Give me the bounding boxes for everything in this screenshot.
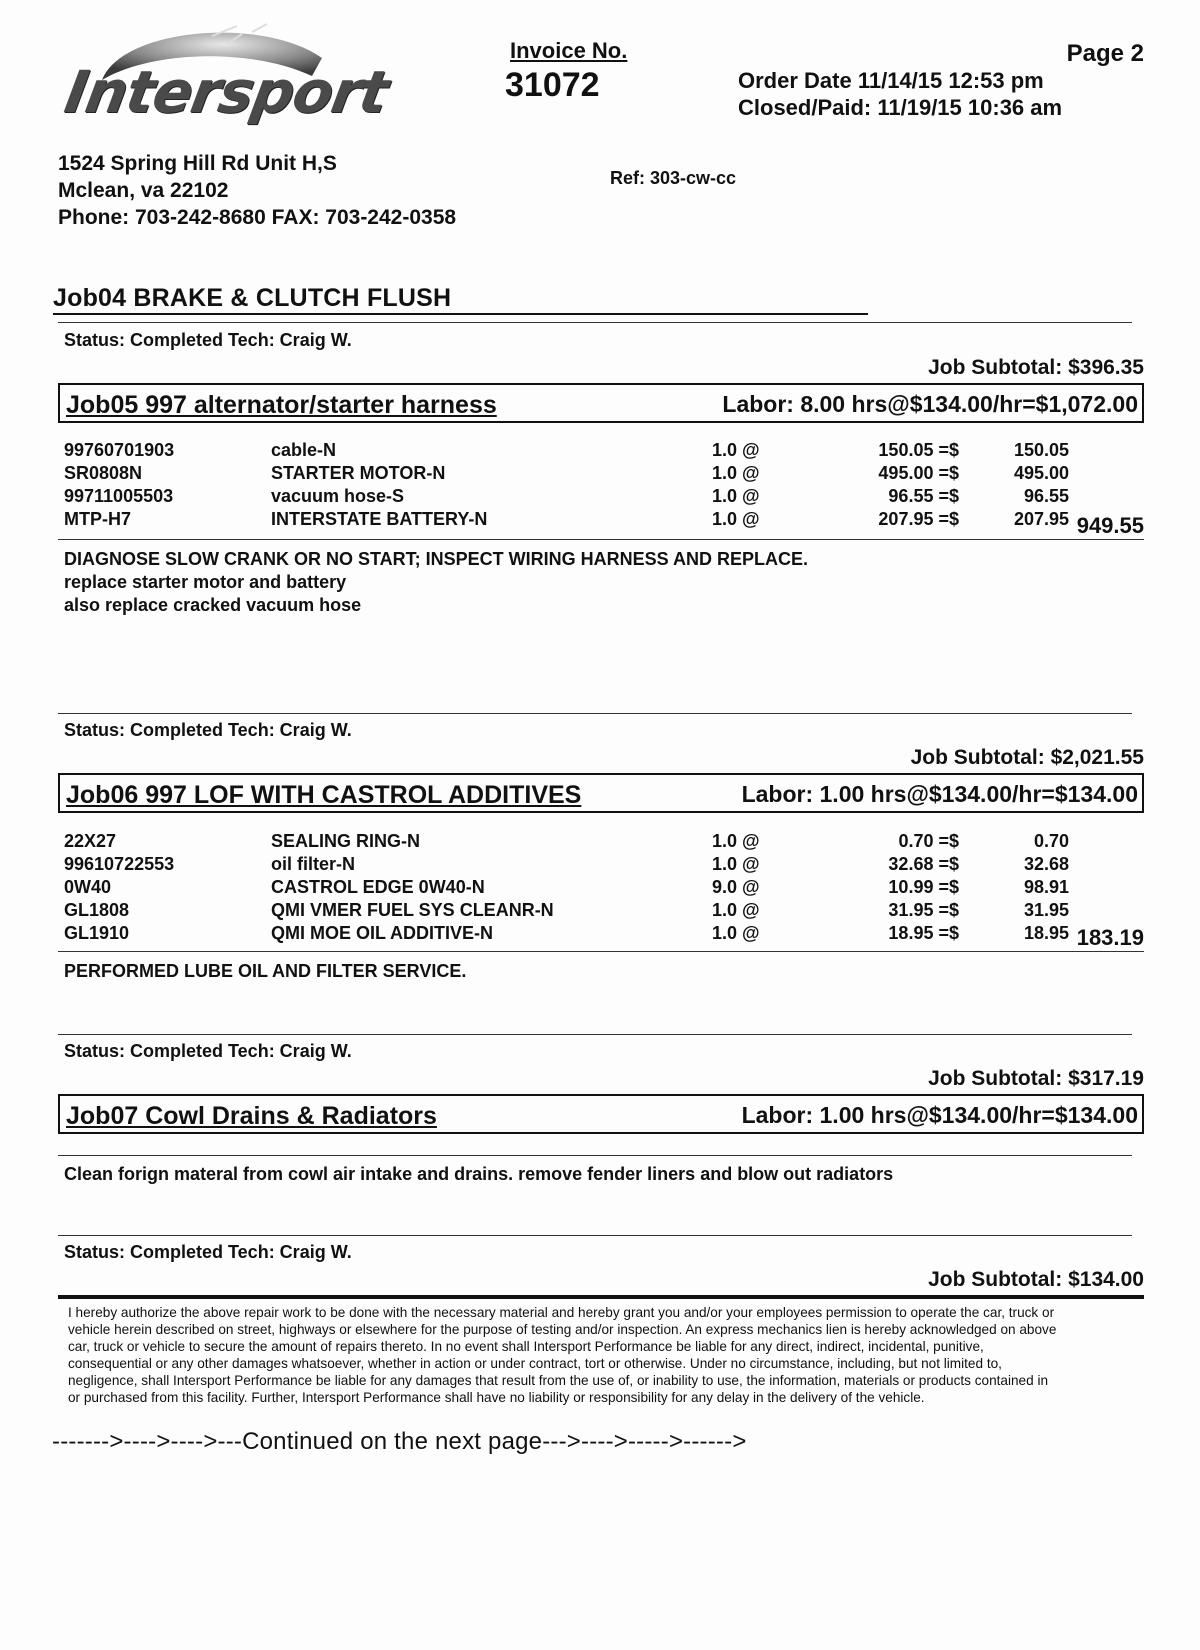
job07-note: Clean forign materal from cowl air intake and drains. remove fender liners and blow out radiators — [64, 1164, 894, 1184]
part-number: SR0808N — [64, 463, 143, 483]
part-price: 32.68 =$ — [888, 854, 959, 874]
job05-title: Job05 997 alternator/starter harness — [66, 391, 497, 419]
part-description: STARTER MOTOR-N — [271, 463, 446, 483]
part-price: 495.00 =$ — [878, 463, 959, 483]
part-row — [64, 877, 1144, 900]
part-row — [64, 509, 1144, 532]
part-price: 207.95 =$ — [878, 509, 959, 529]
divider — [58, 1034, 1132, 1035]
part-description: oil filter-N — [271, 854, 355, 874]
part-description: QMI VMER FUEL SYS CLEANR-N — [271, 900, 554, 920]
part-number: 99711005503 — [64, 486, 174, 506]
part-qty: 1.0 @ — [712, 900, 760, 920]
authorization-disclaimer: I hereby authorize the above repair work to be done with the necessary material and hereby grant you and/or your employees permission to operate the car, truck or vehicle herein described on street, highways or elsewhere for the purpose of testing and/or inspection. An express mechanics lien is hereby acknowledged on above car, truck or vehicle to secure the amount of repairs thereto. In no event shall Intersport Performance be liable for any direct, indirect, incidental, punitive, consequential or any other damages whatsoever, whether in action or under contract, tort or otherwise. Under no circumstance, including, but not limited to, negligence, shall Intersport Performance be liable for any damages that result from the use of, or inability to use, the information, materials or products contained in or purchased from this facility. Further, Intersport Performance shall have no liability or responsibility for any delay in the delivery of the vehicle. — [68, 1305, 1057, 1405]
divider — [58, 951, 1144, 952]
job05-status: Status: Completed Tech: Craig W. — [64, 720, 352, 740]
divider — [58, 539, 1144, 540]
job05-note: replace starter motor and battery — [64, 572, 347, 592]
job05-parts-total: 949.55 — [1076, 513, 1144, 538]
logo-wordmark: Intersport — [60, 58, 393, 126]
part-row — [64, 854, 1144, 877]
footer-divider — [58, 1295, 1144, 1299]
job06-parts-total: 183.19 — [1076, 925, 1144, 950]
part-row — [64, 923, 1144, 946]
part-description: INTERSTATE BATTERY-N — [271, 509, 488, 529]
part-price: 150.05 =$ — [878, 440, 959, 460]
job05-note: also replace cracked vacuum hose — [64, 595, 362, 615]
job04-title: Job04 BRAKE & CLUTCH FLUSH — [53, 284, 452, 312]
job07-header — [58, 1094, 1144, 1134]
part-price: 18.95 =$ — [888, 923, 959, 943]
part-row — [64, 831, 1144, 854]
job06-title: Job06 997 LOF WITH CASTROL ADDITIVES — [66, 781, 582, 809]
job05-note: DIAGNOSE SLOW CRANK OR NO START; INSPECT WIRING HARNESS AND REPLACE. — [64, 549, 809, 569]
part-number: 0W40 — [64, 877, 112, 897]
job04-subtotal: Job Subtotal: $396.35 — [928, 356, 1144, 379]
job05-header — [58, 383, 1144, 423]
continued-notice: ------->---->---->---Continued on the next page--->---->----->------> — [52, 1428, 747, 1455]
job06-note: PERFORMED LUBE OIL AND FILTER SERVICE. — [64, 961, 467, 981]
job06-subtotal: Job Subtotal: $317.19 — [928, 1067, 1144, 1090]
address-line-2: Mclean, va 22102 — [58, 179, 229, 202]
job06-parts-list — [64, 831, 1144, 946]
job05-parts-list — [64, 440, 1144, 532]
job07-title: Job07 Cowl Drains & Radiators — [66, 1102, 437, 1130]
reference: Ref: 303-cw-cc — [610, 168, 737, 188]
part-qty: 1.0 @ — [712, 509, 760, 529]
part-extended: 495.00 — [1013, 463, 1069, 483]
job05-labor: Labor: 8.00 hrs@$134.00/hr=$1,072.00 — [722, 391, 1138, 417]
invoice-label: Invoice No. — [510, 38, 628, 63]
part-extended: 18.95 — [1023, 923, 1069, 943]
job05-subtotal: Job Subtotal: $2,021.55 — [910, 746, 1144, 769]
part-number: 22X27 — [64, 831, 117, 851]
phone-fax: Phone: 703-242-8680 FAX: 703-242-0358 — [58, 206, 457, 229]
part-number: GL1808 — [64, 900, 130, 920]
part-number: GL1910 — [64, 923, 130, 943]
part-description: cable-N — [271, 440, 337, 460]
divider — [58, 1235, 1132, 1236]
job06-labor: Labor: 1.00 hrs@$134.00/hr=$134.00 — [741, 781, 1138, 807]
part-row — [64, 486, 1144, 509]
intersport-logo — [60, 18, 393, 126]
part-extended: 98.91 — [1023, 877, 1069, 897]
part-extended: 31.95 — [1023, 900, 1069, 920]
job07-labor: Labor: 1.00 hrs@$134.00/hr=$134.00 — [741, 1102, 1138, 1128]
divider — [58, 322, 1132, 323]
job07-subtotal: Job Subtotal: $134.00 — [928, 1268, 1144, 1291]
job07-status: Status: Completed Tech: Craig W. — [64, 1242, 352, 1262]
address-line-1: 1524 Spring Hill Rd Unit H,S — [58, 152, 337, 175]
invoice-number: 31072 — [505, 66, 600, 104]
part-extended: 207.95 — [1013, 509, 1069, 529]
part-price: 10.99 =$ — [888, 877, 959, 897]
part-row — [64, 440, 1144, 463]
divider — [58, 1155, 1132, 1156]
part-number: 99610722553 — [64, 854, 175, 874]
part-row — [64, 900, 1144, 923]
part-qty: 1.0 @ — [712, 923, 760, 943]
part-qty: 1.0 @ — [712, 440, 760, 460]
part-qty: 1.0 @ — [712, 831, 760, 851]
part-price: 31.95 =$ — [888, 900, 959, 920]
closed-paid-date: Closed/Paid: 11/19/15 10:36 am — [738, 95, 1063, 120]
part-extended: 96.55 — [1023, 486, 1069, 506]
part-description: SEALING RING-N — [271, 831, 421, 851]
part-qty: 9.0 @ — [712, 877, 760, 897]
part-description: QMI MOE OIL ADDITIVE-N — [271, 923, 494, 943]
part-extended: 32.68 — [1023, 854, 1069, 874]
part-extended: 0.70 — [1033, 831, 1069, 851]
part-row — [64, 463, 1144, 486]
part-description: vacuum hose-S — [271, 486, 405, 506]
part-price: 96.55 =$ — [888, 486, 959, 506]
part-price: 0.70 =$ — [898, 831, 959, 851]
job04-title-underline — [53, 313, 868, 315]
part-extended: 150.05 — [1013, 440, 1069, 460]
part-number: 99760701903 — [64, 440, 175, 460]
job06-header — [58, 773, 1144, 813]
part-description: CASTROL EDGE 0W40-N — [271, 877, 485, 897]
job04-status: Status: Completed Tech: Craig W. — [64, 330, 352, 350]
job06-status: Status: Completed Tech: Craig W. — [64, 1041, 352, 1061]
part-qty: 1.0 @ — [712, 854, 760, 874]
divider — [58, 713, 1132, 714]
part-number: MTP-H7 — [64, 509, 131, 529]
order-date: Order Date 11/14/15 12:53 pm — [738, 68, 1044, 93]
part-qty: 1.0 @ — [712, 486, 760, 506]
part-qty: 1.0 @ — [712, 463, 760, 483]
page-number: Page 2 — [1066, 40, 1144, 67]
